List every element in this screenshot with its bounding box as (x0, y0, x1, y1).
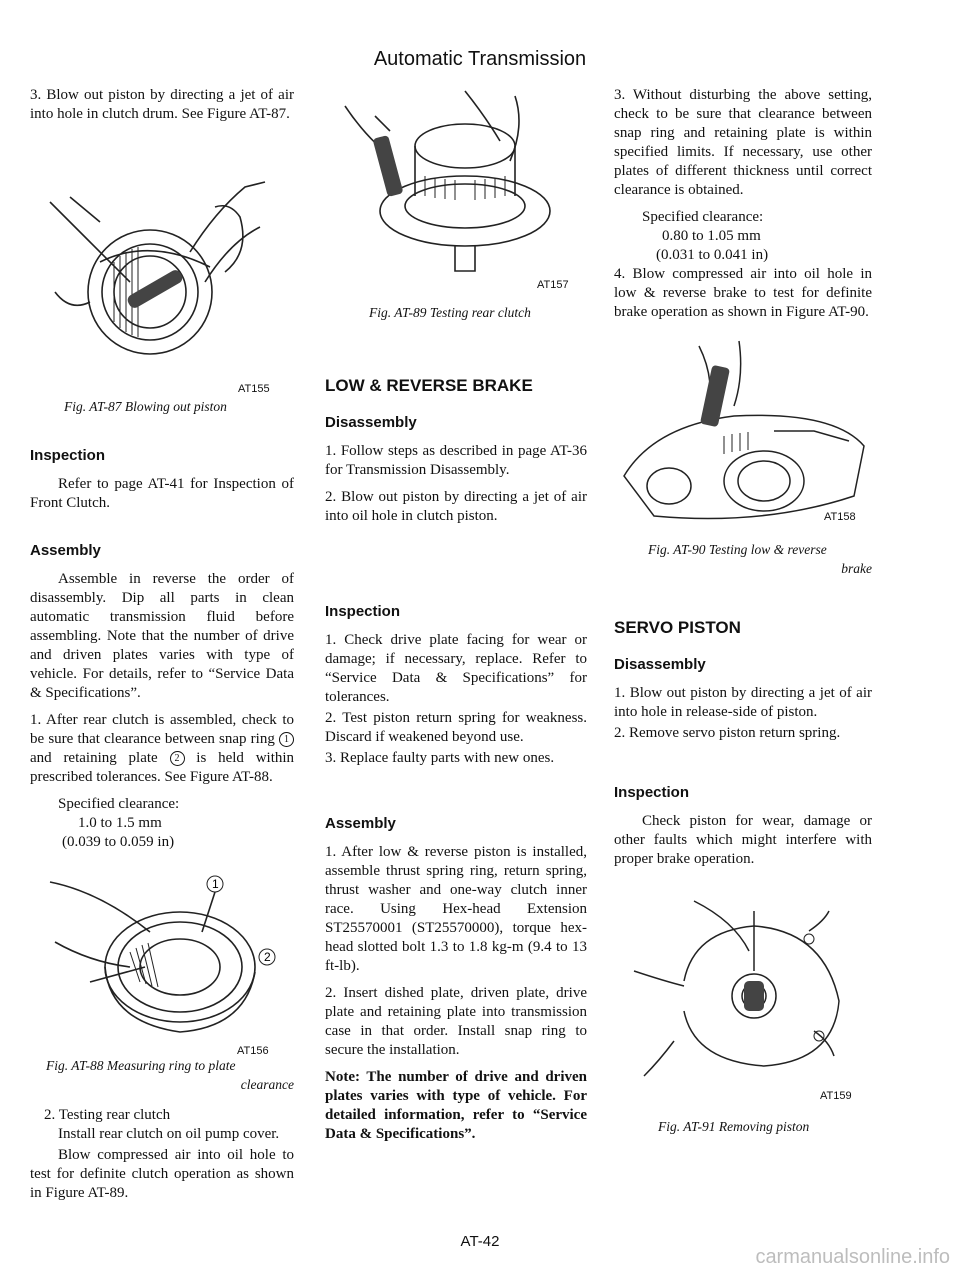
section-heading: LOW & REVERSE BRAKE (325, 376, 533, 395)
assembly-step-2: 2. Insert dished plate, driven plate, drive plate and retaining plate into transmission case in that order. Install snap ring to secure the installation. (325, 985, 587, 1058)
measuring-ring-illustration (30, 872, 294, 1042)
assembly-heading: Assembly (325, 815, 396, 832)
spec-value-mm: 1.0 to 1.5 mm (78, 815, 162, 831)
testing-low-reverse-brake-illustration (614, 336, 872, 526)
column-1 (30, 86, 294, 1211)
removing-piston-illustration (614, 891, 872, 1091)
figure-code: AT157 (537, 279, 569, 291)
spec-label: Specified clearance: (642, 209, 764, 225)
column-2 (325, 86, 587, 1152)
spec-value-in: (0.039 to 0.059 in) (62, 834, 175, 850)
disassembly-heading: Disassembly (325, 414, 417, 431)
callout-1: 1 (279, 732, 294, 747)
step-4-text: 4. Blow compressed air into oil hole in low & reverse brake to test for definite brake operation as shown in Figure AT-90. (614, 266, 872, 320)
figure-at90 (614, 336, 872, 526)
page-number: AT-42 (460, 1233, 500, 1250)
inspection-text: Refer to page AT-41 for Inspection of Front Clutch. (30, 476, 294, 511)
disassembly-step-2: 2. Blow out piston by directing a jet of air into oil hole in clutch piston. (325, 489, 587, 524)
step-1-text (30, 711, 294, 787)
spec-label: Specified clearance: (58, 796, 180, 812)
fig88-callout-2: 2 (264, 950, 271, 964)
disassembly-step-1: 1. Blow out piston by directing a jet of air into hole in release-side of piston. (614, 685, 872, 720)
figure-at88 (30, 872, 294, 1057)
inspection-step-3: 3. Replace faulty parts with new ones. (325, 750, 555, 766)
inspection-heading: Inspection (614, 784, 690, 801)
page-header: Automatic Transmission (373, 48, 587, 70)
disassembly-step-1: 1. Follow steps as described in page AT-36 for Transmission Disassembly. (325, 443, 587, 478)
disassembly-step-2: 2. Remove servo piston return spring. (614, 725, 841, 741)
spec-value-mm: 0.80 to 1.05 mm (662, 228, 761, 244)
step-2-text-a: Install rear clutch on oil pump cover. (58, 1126, 280, 1142)
figure-at87 (30, 142, 294, 395)
inspection-text: Check piston for wear, damage or other faults which might interfere with proper brake operation. (614, 813, 872, 867)
step-1-part-a: 1. After rear clutch is assembled, check to be sure that clearance between snap ring (30, 712, 294, 747)
step-3-text: 3. Blow out piston by directing a jet of air into hole in clutch drum. See Figure AT-87. (30, 87, 294, 122)
figure-caption-cont: brake (841, 561, 872, 576)
assembly-text: Assemble in reverse the order of disassembly. Dip all parts in clean automatic transmission fluid before assembling. Note that the number of drive and driven plates varies with type of vehicle. For details, refer to “Service Data & Specifications”. (30, 571, 294, 701)
figure-code: AT158 (824, 511, 856, 523)
figure-code: AT155 (238, 383, 270, 395)
figure-code: AT159 (820, 1090, 852, 1102)
spec-value-in: (0.031 to 0.041 in) (656, 247, 769, 263)
step-2-title: 2. Testing rear clutch (44, 1107, 171, 1123)
step-1-part-b: and retaining plate (30, 750, 158, 766)
assembly-step-1: 1. After low & reverse piston is installed, assemble thrust spring ring, return spring, thrust washer and one-way clutch inner race. Using Hex-head Extension ST25570001 (ST25570000), torque hex-head slotted bolt 1.3 to 1.8 kg-m (9.4 to 13 ft-lb). (325, 844, 587, 974)
figure-caption: Fig. AT-91 Removing piston (658, 1119, 810, 1134)
callout-2: 2 (170, 751, 185, 766)
figure-at91 (614, 891, 872, 1102)
figure-caption: Fig. AT-89 Testing rear clutch (369, 305, 531, 320)
section-heading: SERVO PISTON (614, 618, 741, 637)
fig88-callout-1: 1 (212, 877, 219, 891)
figure-caption: Fig. AT-87 Blowing out piston (64, 399, 227, 414)
figure-caption: Fig. AT-90 Testing low & reverse (648, 542, 827, 557)
inspection-step-1: 1. Check drive plate facing for wear or damage; if necessary, replace. Refer to “Service Data & Specifications” for tolerances. (325, 632, 587, 705)
column-3 (614, 86, 872, 1136)
inspection-step-2: 2. Test piston return spring for weakness. Discard if weakened beyond use. (325, 710, 587, 745)
testing-rear-clutch-illustration (325, 86, 587, 286)
blowing-out-piston-illustration (30, 142, 294, 367)
figure-at89 (325, 86, 587, 291)
inspection-heading: Inspection (325, 603, 401, 620)
inspection-heading: Inspection (30, 447, 106, 464)
note: Note: The number of drive and driven plates varies with type of vehicle. For detailed information, refer to “Service Data & Specifications”. (325, 1069, 587, 1142)
watermark: carmanualsonline.info (755, 1246, 950, 1268)
figure-caption-cont: clearance (240, 1077, 294, 1092)
assembly-heading: Assembly (30, 542, 101, 559)
step-1-part-c: is held within prescribed tolerances. See Figure AT-88. (30, 750, 295, 785)
figure-code: AT156 (237, 1045, 269, 1057)
disassembly-heading: Disassembly (614, 656, 706, 673)
figure-caption: Fig. AT-88 Measuring ring to plate (46, 1058, 236, 1073)
step-2-text-b: Blow compressed air into oil hole to test for definite clutch operation as shown in Figure AT-89. (30, 1147, 294, 1201)
step-3-text: 3. Without disturbing the above setting, check to be sure that clearance between snap ring and retaining plate is within specified limits. If necessary, use other plates of different thickness until correct clearance is obtained. (614, 87, 872, 198)
